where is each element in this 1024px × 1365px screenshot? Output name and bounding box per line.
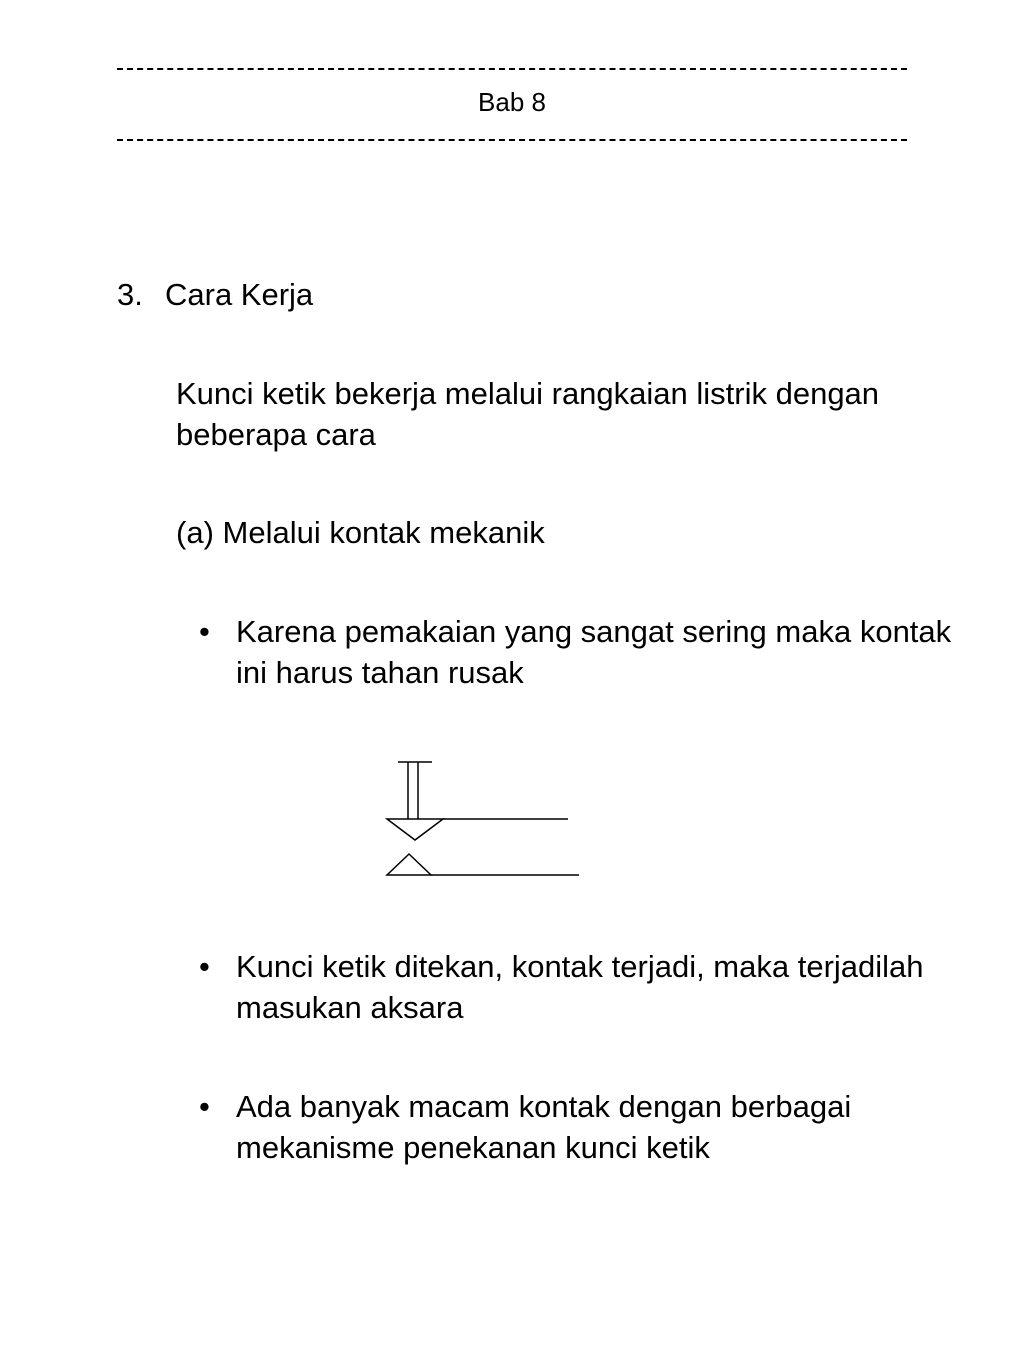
bullet-text: Ada banyak macam kontak dengan berbagai mekanisme penekanan kunci ketik [236, 1089, 852, 1165]
mechanical-contact-switch-icon [380, 756, 590, 882]
top-dashed-divider [117, 68, 907, 70]
bottom-dashed-divider [117, 139, 907, 141]
upper-contact-triangle [387, 819, 443, 840]
bullet-symbol: • [199, 614, 210, 649]
section-title: Cara Kerja [165, 277, 314, 312]
chapter-title: Bab 8 [478, 87, 546, 117]
bullet-item [199, 1086, 959, 1168]
section-heading [117, 276, 313, 314]
lower-contact-triangle [387, 854, 431, 875]
subsection-heading: (a) Melalui kontak mekanik [176, 515, 545, 550]
bullet-item [199, 946, 959, 1028]
section-number: 3. [117, 277, 143, 312]
bullet-text: Karena pemakaian yang sangat sering maka kontak ini harus tahan rusak [236, 614, 952, 690]
bullet-text: Kunci ketik ditekan, kontak terjadi, maka terjadilah masukan aksara [236, 949, 924, 1025]
bullet-item [199, 611, 959, 693]
intro-paragraph: Kunci ketik bekerja melalui rangkaian listrik dengan beberapa cara [176, 376, 880, 452]
bullet-symbol: • [199, 1089, 210, 1124]
bullet-symbol: • [199, 949, 210, 984]
